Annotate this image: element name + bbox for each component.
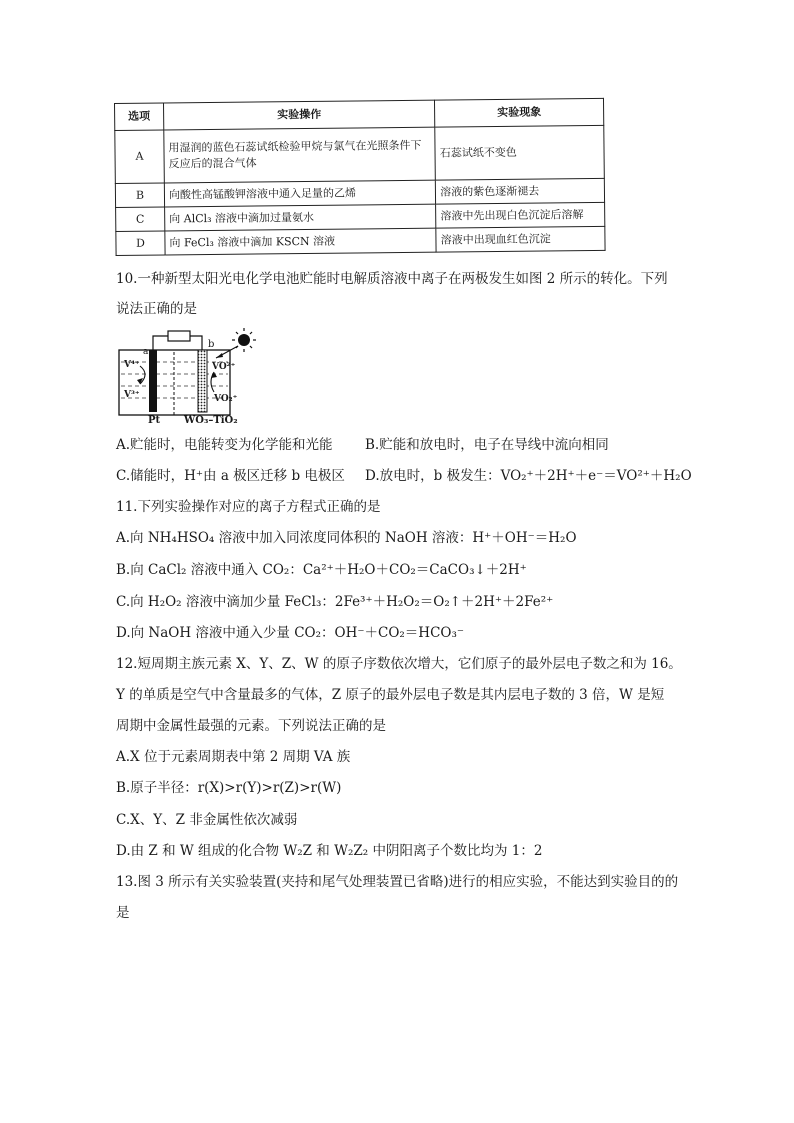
q12-stem-line1: 12.短周期主族元素 X、Y、Z、W 的原子序数依次增大，它们原子的最外层电子数之和为 16。 xyxy=(116,656,682,672)
experiment-table xyxy=(114,98,606,256)
row-option: A xyxy=(115,130,165,184)
row-phenomenon: 溶液中先出现白色沉淀后溶解 xyxy=(436,202,605,228)
label-b: b xyxy=(208,339,215,350)
sun-icon xyxy=(216,328,256,358)
q12-option-c: C.X、Y、Z 非金属性依次减弱 xyxy=(116,812,298,828)
q12-option-d: D.由 Z 和 W 组成的化合物 W₂Z 和 W₂Z₂ 中阴阳离子个数比均为 1：2 xyxy=(116,843,543,859)
q12-option-a: A.X 位于元素周期表中第 2 周期 VA 族 xyxy=(116,749,351,765)
row-phenomenon: 石蕊试纸不变色 xyxy=(435,125,604,180)
q11-option-a: A.向 NH₄HSO₄ 溶液中加入同浓度同体积的 NaOH 溶液：H⁺＋OH⁻＝H₂O xyxy=(116,530,577,546)
q11-option-c: C.向 H₂O₂ 溶液中滴加少量 FeCl₃：2Fe³⁺＋H₂O₂＝O₂↑＋2H⁺＋2Fe²⁺ xyxy=(116,594,554,610)
label-a: a xyxy=(143,347,149,357)
q10-option-c: C.储能时，H⁺由 a 极区迁移 b 电极区 xyxy=(116,468,345,484)
label-pt: Pt xyxy=(148,415,161,426)
electrode-b xyxy=(198,350,207,412)
q13-stem-line2: 是 xyxy=(116,905,130,921)
table-row xyxy=(116,226,605,255)
row-operation: 用湿润的蓝色石蕊试纸检验甲烷与氯气在光照条件下反应后的混合气体 xyxy=(164,127,436,183)
q10-option-a: A.贮能时，电能转变为化学能和光能 xyxy=(116,437,333,453)
row-operation: 向酸性高锰酸钾溶液中通入足量的乙烯 xyxy=(164,180,435,207)
ion-vo2-label: VO₂⁺ xyxy=(214,394,238,404)
q11-option-d: D.向 NaOH 溶液中通入少量 CO₂：OH⁻＋CO₂＝HCO₃⁻ xyxy=(116,625,465,641)
q11-option-b: B.向 CaCl₂ 溶液中通入 CO₂：Ca²⁺＋H₂O＋CO₂＝CaCO₃↓＋2H⁺ xyxy=(116,562,527,578)
header-operation: 实验操作 xyxy=(164,100,436,130)
row-operation: 向 AlCl₃ 溶液中滴加过量氨水 xyxy=(165,204,436,231)
header-phenomenon: 实验现象 xyxy=(435,98,604,127)
row-operation: 向 FeCl₃ 溶液中滴加 KSCN 溶液 xyxy=(165,228,436,255)
row-phenomenon: 溶液中出现血红色沉淀 xyxy=(436,226,605,252)
q10-stem-line2: 说法正确的是 xyxy=(116,301,197,317)
row-option: D xyxy=(116,231,165,256)
header-option: 选项 xyxy=(115,103,164,131)
ion-vo2p-label: VO²⁺ xyxy=(212,362,236,372)
electrode-a xyxy=(149,350,157,412)
q10-option-d: D.放电时，b 极发生：VO₂⁺＋2H⁺＋e⁻＝VO²⁺＋H₂O xyxy=(365,468,692,484)
q12-option-b: B.原子半径：r(X)>r(Y)>r(Z)>r(W) xyxy=(116,780,342,796)
q13-stem-line1: 13.图 3 所示有关实验装置(夹持和尾气处理装置已省略)进行的相应实验，不能达到实验目的的 xyxy=(116,874,679,890)
row-phenomenon: 溶液的紫色逐渐褪去 xyxy=(436,178,605,204)
row-option: B xyxy=(115,183,164,208)
ion-v4-label: V⁴⁺ xyxy=(124,360,140,370)
electrochemical-cell-figure xyxy=(116,326,272,430)
q12-stem-line2: Y 的单质是空气中含量最多的气体，Z 原子的最外层电子数是其内层电子数的 3 倍，W 是短 xyxy=(116,687,665,703)
q12-stem-line3: 周期中金属性最强的元素。下列说法正确的是 xyxy=(116,718,386,734)
row-option: C xyxy=(116,207,165,232)
q10-stem-line1: 10.一种新型太阳光电化学电池贮能时电解质溶液中离子在两极发生如图 2 所示的转化。下列 xyxy=(116,271,668,287)
q10-option-b: B.贮能和放电时，电子在导线中流向相同 xyxy=(365,437,609,453)
label-wo3-tio2: WO₃–TiO₂ xyxy=(184,415,238,426)
ion-v3-label: V³⁺ xyxy=(124,390,140,400)
table-row xyxy=(115,125,605,183)
resistor xyxy=(168,331,190,341)
q11-stem: 11.下列实验操作对应的离子方程式正确的是 xyxy=(116,499,381,515)
